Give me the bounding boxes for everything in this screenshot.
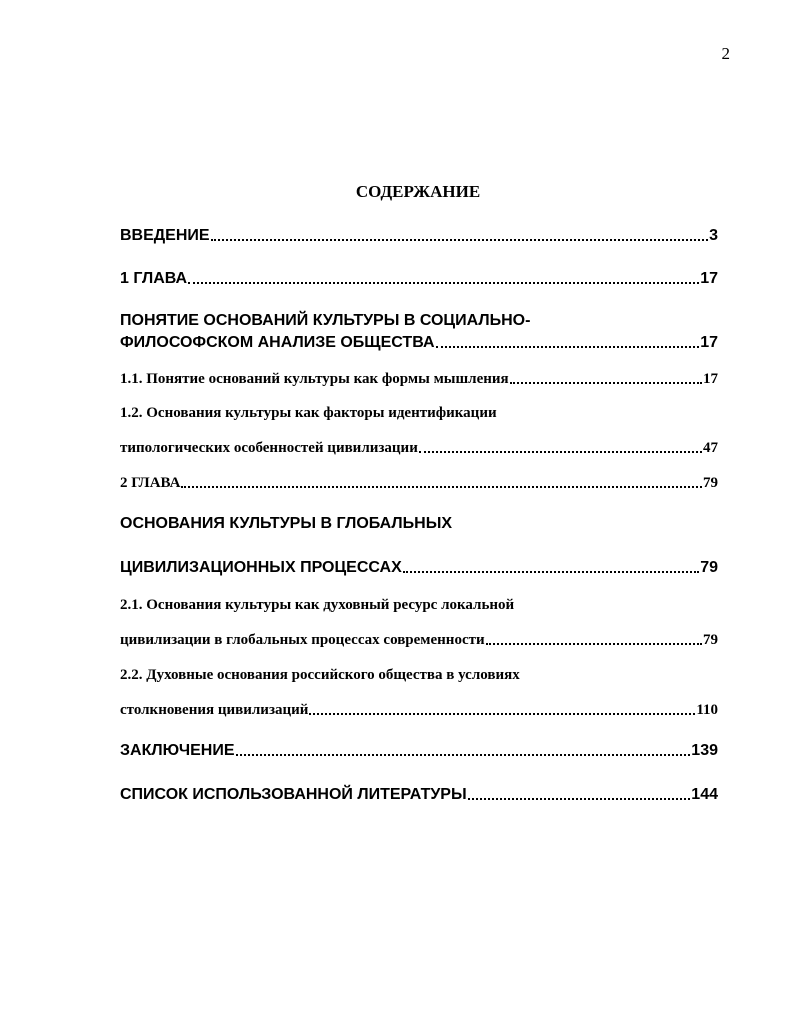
toc-entry-text: 1 ГЛАВА (120, 270, 188, 287)
toc-entry-text: ВВЕДЕНИЕ (120, 227, 210, 244)
toc-entry-text: типологических особенностей цивилизации (120, 440, 418, 456)
dot-leader (211, 239, 709, 241)
dot-leader (486, 643, 702, 645)
toc-entry-text: 1.1. Понятие оснований культуры как формы мышления (120, 371, 509, 387)
toc-entry-text: столкновения цивилизаций (120, 702, 309, 718)
toc-page-number: 79 (700, 559, 718, 576)
dot-leader (309, 713, 695, 715)
toc-entry-bibliography[interactable] (120, 785, 718, 805)
toc-entry-intro[interactable] (120, 226, 718, 246)
toc-entry-section-2-2[interactable] (120, 665, 718, 720)
toc-page-number: 3 (709, 227, 718, 244)
toc-entry-section-2-1[interactable] (120, 595, 718, 650)
toc-entry-text: ЦИВИЛИЗАЦИОННЫХ ПРОЦЕССАХ (120, 559, 402, 576)
toc-entry-text: 2 ГЛАВА (120, 475, 181, 491)
toc-entry-chapter-2[interactable] (120, 473, 718, 493)
page-number: 2 (721, 44, 730, 63)
toc-page-number: 144 (691, 786, 718, 803)
toc-entry-text: ЗАКЛЮЧЕНИЕ (120, 742, 235, 759)
toc-page-number: 139 (691, 742, 718, 759)
dot-leader (188, 282, 699, 284)
dot-leader (403, 571, 699, 573)
toc-page-number: 79 (703, 632, 718, 648)
dot-leader (419, 451, 702, 453)
toc-title: СОДЕРЖАНИЕ (355, 182, 481, 201)
toc-page-number: 47 (703, 440, 718, 456)
toc-entry-text: СПИСОК ИСПОЛЬЗОВАННОЙ ЛИТЕРАТУРЫ (120, 786, 467, 803)
toc-entry-chapter-1-title[interactable] (120, 311, 718, 353)
toc-entry-text: ОСНОВАНИЯ КУЛЬТУРЫ В ГЛОБАЛЬНЫХ (120, 515, 453, 532)
toc-entry-text: ПОНЯТИЕ ОСНОВАНИЙ КУЛЬТУРЫ В СОЦИАЛЬНО- (120, 312, 531, 329)
toc-page-number: 110 (696, 702, 718, 718)
toc-entry-text: 2.2. Духовные основания российского общества в условиях (120, 667, 520, 683)
dot-leader (510, 382, 702, 384)
toc-entry-text: цивилизации в глобальных процессах современности (120, 632, 485, 648)
toc-entry-section-1-1[interactable] (120, 369, 718, 389)
toc-entry-section-1-2[interactable] (120, 403, 718, 458)
dot-leader (436, 346, 700, 348)
toc-entry-chapter-1[interactable] (120, 269, 718, 289)
toc-entry-conclusion[interactable] (120, 741, 718, 761)
toc-entry-chapter-2-title[interactable] (120, 514, 718, 578)
toc-page-number: 17 (700, 334, 718, 351)
toc-page-number: 17 (700, 270, 718, 287)
toc-entry-text: 2.1. Основания культуры как духовный ресурс локальной (120, 597, 515, 613)
dot-leader (468, 798, 691, 800)
toc-entry-text: 1.2. Основания культуры как факторы идентификации (120, 405, 497, 421)
dot-leader (181, 486, 702, 488)
dot-leader (236, 754, 691, 756)
toc-entry-text: ФИЛОСОФСКОМ АНАЛИЗЕ ОБЩЕСТВА (120, 334, 435, 351)
toc-page-number: 17 (703, 371, 718, 387)
toc-page-number: 79 (703, 475, 718, 491)
